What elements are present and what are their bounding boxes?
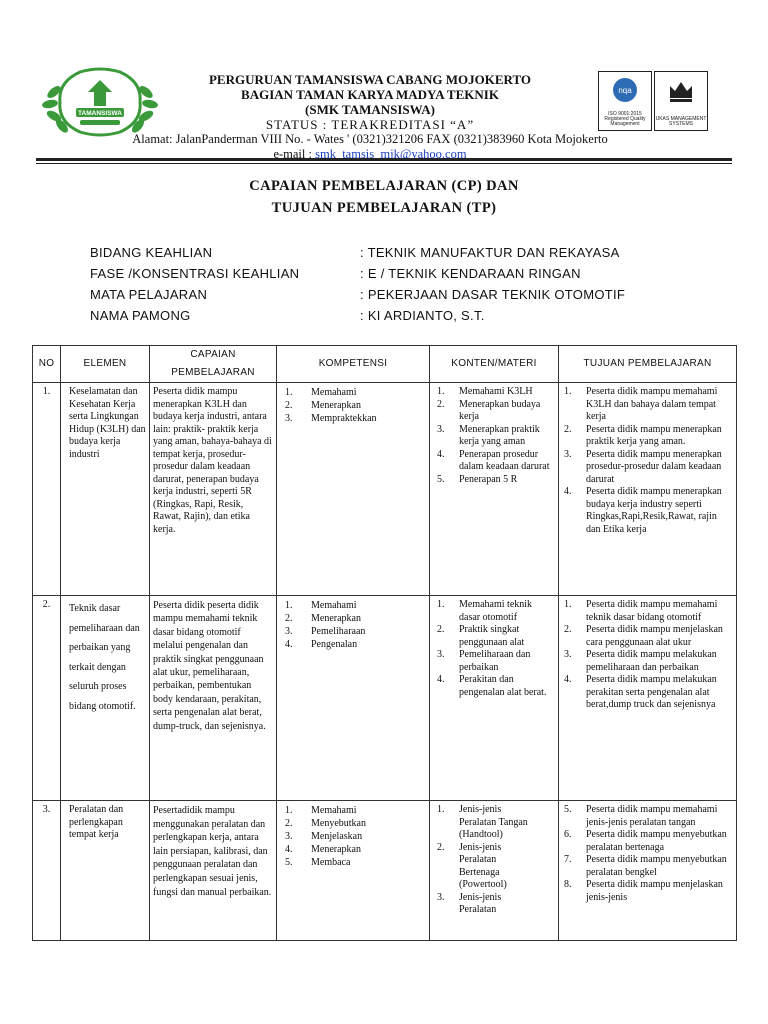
item-text: Penerapan 5 R bbox=[459, 473, 518, 485]
info-label: MATA PELAJARAN bbox=[90, 287, 208, 302]
cell-elemen: Keselamatan dan Kesehatan Kerja serta Lingkungan Hidup (K3LH) dan budaya kerja industri bbox=[61, 383, 150, 596]
col-header-kompetensi: KOMPETENSI bbox=[277, 346, 430, 383]
item-text: Jenis-jenis Peralatan bbox=[459, 891, 502, 915]
accreditation-status: STATUS : TERAKREDITASI “A” bbox=[265, 117, 475, 132]
list-item bbox=[285, 804, 426, 817]
info-label: NAMA PAMONG bbox=[90, 308, 191, 323]
info-row bbox=[90, 284, 690, 305]
col-header-elemen: ELEMEN bbox=[61, 346, 150, 383]
list-item bbox=[564, 674, 733, 712]
item-text: Peserta didik mampu menerapkan praktik kerja yang aman. bbox=[586, 423, 722, 447]
info-row bbox=[90, 263, 690, 284]
item-number: 4. bbox=[437, 674, 445, 685]
item-number: 3. bbox=[437, 423, 445, 435]
item-text: Jenis-jenis Peralatan Bertenaga (Powertool) bbox=[459, 841, 507, 890]
email-link[interactable]: smk_tamsis_mjk@yahoo.com bbox=[315, 147, 467, 161]
item-number: 2. bbox=[285, 400, 293, 411]
cell-no: 2. bbox=[33, 596, 61, 801]
list-item bbox=[564, 424, 733, 449]
cell-no: 3. bbox=[33, 801, 61, 941]
item-number: 5. bbox=[437, 473, 445, 485]
list-item bbox=[285, 638, 426, 651]
list-item bbox=[564, 649, 733, 674]
info-value: : TEKNIK MANUFAKTUR DAN REKAYASA bbox=[360, 245, 620, 260]
item-number: 5. bbox=[564, 804, 572, 815]
item-number: 4. bbox=[285, 639, 293, 650]
list-item bbox=[285, 399, 426, 412]
item-text: Peserta didik mampu melakukan pemeliharaan dan perbaikan bbox=[586, 649, 717, 673]
logo-lettering: TAMANSISWA bbox=[78, 110, 122, 117]
col-header-konten: KONTEN/MATERI bbox=[430, 346, 559, 383]
item-text: Pengenalan bbox=[311, 639, 358, 650]
list-item bbox=[285, 843, 426, 856]
col-header-capaian-text: CAPAIAN PEMBELAJARAN bbox=[171, 349, 255, 378]
list-item bbox=[437, 804, 555, 842]
cell-tujuan bbox=[559, 596, 737, 801]
table-header-row bbox=[33, 346, 737, 383]
item-text: Peserta didik mampu menyebutkan peralatan bertenaga bbox=[586, 829, 727, 853]
ukas-certification-badge bbox=[654, 71, 708, 131]
list-item bbox=[285, 817, 426, 830]
info-row bbox=[90, 305, 690, 326]
table-row bbox=[33, 596, 737, 801]
item-number: 3. bbox=[437, 649, 445, 660]
cell-konten bbox=[430, 383, 559, 596]
info-value: : PEKERJAAN DASAR TEKNIK OTOMOTIF bbox=[360, 287, 626, 302]
item-number: 2. bbox=[285, 818, 293, 829]
item-number: 1. bbox=[285, 805, 293, 816]
item-text: Pemeliharaan bbox=[311, 626, 366, 637]
item-number: 4. bbox=[437, 448, 445, 460]
item-text: Peserta didik mampu melakukan perakitan serta pengenalan alat berat,dump truck dan sejenisnya bbox=[586, 674, 717, 710]
item-number: 1. bbox=[564, 599, 572, 610]
item-text: Peserta didik mampu memahami teknik dasar bidang otomotif bbox=[586, 599, 718, 623]
cell-capaian: Peserta didik peserta didik mampu memahami teknik dasar bidang otomotif melalui pengenalan dan praktik singkat penggunaan alat ukur, pemeliharaan, perbaikan, pembentukan body kendaraan, perakitan, serta pengenalan alat berat, dump-truck, dan sejenisnya. bbox=[150, 596, 277, 801]
list-item bbox=[564, 804, 733, 829]
item-number: 4. bbox=[564, 486, 572, 497]
cell-no: 1. bbox=[33, 383, 61, 596]
list-item bbox=[437, 599, 555, 624]
cp-tp-table bbox=[32, 345, 737, 941]
item-number: 4. bbox=[285, 844, 293, 855]
info-label: BIDANG KEAHLIAN bbox=[90, 245, 213, 260]
item-text: Menerapkan budaya kerja bbox=[459, 398, 541, 422]
school-name: (SMK TAMANSISWA) bbox=[305, 102, 435, 117]
item-number: 1. bbox=[437, 599, 445, 610]
item-number: 2. bbox=[437, 398, 445, 410]
list-item bbox=[437, 424, 555, 449]
nqa-globe-icon bbox=[599, 72, 651, 112]
item-number: 1. bbox=[437, 386, 445, 397]
info-row bbox=[90, 242, 690, 263]
nqa-mark: nqa bbox=[618, 86, 632, 95]
org-division: BAGIAN TAMAN KARYA MADYA TEKNIK bbox=[241, 87, 499, 102]
item-number: 1. bbox=[564, 386, 572, 397]
item-text: Menerapkan praktik kerja yang aman bbox=[459, 423, 540, 447]
certification-logos bbox=[598, 71, 708, 131]
list-item bbox=[564, 829, 733, 854]
item-text: Memahami bbox=[311, 600, 357, 611]
item-text: Peserta didik mampu memahami K3LH dan bahaya dalam tempat kerja bbox=[586, 386, 718, 422]
list-item bbox=[564, 624, 733, 649]
item-text: Peserta didik mampu menerapkan prosedur-prosedur dalam keadaan darurat bbox=[586, 448, 722, 485]
item-text: Membaca bbox=[311, 857, 351, 868]
item-text: Menerapkan bbox=[311, 613, 361, 624]
cell-kompetensi bbox=[277, 801, 430, 941]
iso-certification-badge bbox=[598, 71, 652, 131]
table-row bbox=[33, 801, 737, 941]
list-item bbox=[285, 412, 426, 425]
item-text: Peserta didik mampu memahami jenis-jenis peralatan tangan bbox=[586, 804, 718, 828]
cell-konten bbox=[430, 596, 559, 801]
cell-kompetensi bbox=[277, 383, 430, 596]
item-text: Menerapkan bbox=[311, 400, 361, 411]
item-text: Memahami bbox=[311, 805, 357, 816]
info-label: FASE /KONSENTRASI KEAHLIAN bbox=[90, 266, 300, 281]
school-address: Alamat: JalanPanderman VIII No. - Wates ' (0321)321206 FAX (0321)383960 Kota Mojokerto bbox=[132, 132, 608, 146]
org-name: PERGURUAN TAMANSISWA CABANG MOJOKERTO bbox=[208, 72, 532, 87]
item-text: Memahami K3LH bbox=[459, 386, 533, 397]
list-item bbox=[437, 649, 555, 674]
list-item bbox=[437, 892, 555, 917]
item-text: Peserta didik mampu menyebutkan peralatan bengkel bbox=[586, 854, 727, 878]
item-text: Menjelaskan bbox=[311, 831, 363, 842]
item-number: 2. bbox=[564, 423, 572, 435]
document-title-line1: CAPAIAN PEMBELAJARAN (CP) DAN bbox=[249, 178, 519, 194]
item-number: 3. bbox=[564, 448, 572, 460]
item-number: 6. bbox=[564, 829, 572, 840]
list-item bbox=[564, 386, 733, 424]
item-text: Memahami bbox=[311, 387, 357, 398]
item-number: 2. bbox=[437, 841, 445, 853]
item-text: Perakitan dan pengenalan alat berat. bbox=[459, 674, 547, 698]
item-number: 3. bbox=[285, 626, 293, 637]
item-text: Memahami teknik dasar otomotif bbox=[459, 599, 533, 623]
item-text: Menyebutkan bbox=[311, 818, 366, 829]
item-number: 3. bbox=[285, 413, 293, 424]
item-number: 1. bbox=[285, 600, 293, 611]
col-header-capaian bbox=[150, 346, 277, 383]
item-text: Peserta didik mampu menerapkan budaya kerja industry seperti Ringkas,Rapi,Resik,Rawat, rajin dan Etika kerja bbox=[586, 486, 722, 535]
item-number: 5. bbox=[285, 857, 293, 868]
item-number: 2. bbox=[564, 624, 572, 635]
item-number: 2. bbox=[437, 624, 445, 635]
item-text: Praktik singkat penggunaan alat bbox=[459, 624, 525, 648]
list-item bbox=[564, 449, 733, 487]
col-header-no: NO bbox=[33, 346, 61, 383]
list-item bbox=[285, 625, 426, 638]
item-number: 3. bbox=[564, 649, 572, 660]
list-item bbox=[437, 474, 555, 487]
header-rule-thick bbox=[36, 158, 732, 161]
email-label: e-mail : bbox=[273, 147, 316, 161]
cell-elemen: Teknik dasar pemeliharaan dan perbaikan yang terkait dengan seluruh proses bidang otomotif. bbox=[61, 596, 150, 801]
info-value: : E / TEKNIK KENDARAAN RINGAN bbox=[360, 266, 581, 281]
list-item bbox=[285, 599, 426, 612]
list-item bbox=[285, 856, 426, 869]
item-number: 1. bbox=[285, 387, 293, 398]
table-row bbox=[33, 383, 737, 596]
ukas-caption: UKAS MANAGEMENT SYSTEMS bbox=[655, 116, 707, 127]
document-title-line2: TUJUAN PEMBELAJARAN (TP) bbox=[271, 200, 497, 216]
info-value: : KI ARDIANTO, S.T. bbox=[360, 308, 485, 323]
item-text: Peserta didik mampu menjelaskan cara penggunaan alat ukur bbox=[586, 624, 723, 648]
item-text: Jenis-jenis Peralatan Tangan (Handtool) bbox=[459, 804, 528, 840]
item-text: Mempraktekkan bbox=[311, 413, 377, 424]
item-text: Pemeliharaan dan perbaikan bbox=[459, 649, 531, 673]
item-number: 3. bbox=[437, 891, 445, 903]
item-text: Peserta didik mampu menjelaskan jenis-jenis bbox=[586, 879, 723, 903]
item-text: Penerapan prosedur dalam keadaan darurat bbox=[459, 448, 550, 472]
list-item bbox=[564, 599, 733, 624]
cell-tujuan bbox=[559, 801, 737, 941]
list-item bbox=[285, 612, 426, 625]
cell-konten bbox=[430, 801, 559, 941]
iso-caption: ISO 9001:2015 Registered Quality Management bbox=[604, 111, 646, 127]
item-number: 1. bbox=[437, 804, 445, 815]
item-number: 8. bbox=[564, 879, 572, 890]
cell-kompetensi bbox=[277, 596, 430, 801]
list-item bbox=[437, 842, 555, 892]
list-item bbox=[437, 399, 555, 424]
col-header-tujuan: TUJUAN PEMBELAJARAN bbox=[559, 346, 737, 383]
cell-elemen: Peralatan dan perlengkapan tempat kerja bbox=[61, 801, 150, 941]
list-item bbox=[564, 854, 733, 879]
document-info bbox=[90, 242, 690, 326]
list-item bbox=[285, 386, 426, 399]
list-item bbox=[564, 879, 733, 904]
item-number: 3. bbox=[285, 831, 293, 842]
header-rule-thin bbox=[36, 163, 732, 164]
list-item bbox=[437, 449, 555, 474]
list-item bbox=[437, 386, 555, 399]
cell-tujuan bbox=[559, 383, 737, 596]
list-item bbox=[285, 830, 426, 843]
item-number: 4. bbox=[564, 674, 572, 685]
list-item bbox=[437, 624, 555, 649]
item-number: 7. bbox=[564, 854, 572, 865]
cell-capaian: Pesertadidik mampu menggunakan peralatan dan perlengkapan kerja, antara lain persiapan, kalibrasi, dan penggunaan peralatan dan perlengkapan sesuai jenis, fungsi dan manual perbaikan. bbox=[150, 801, 277, 941]
cell-capaian: Peserta didik mampu menerapkan K3LH dan budaya kerja industri, antara lain: praktik- praktik kerja yang aman, bahaya-bahaya di tempat kerja, prosedur-prosedur dalam keadaan darurat, penerapan budaya kerja industri, seperti 5R (Ringkas, Rapi, Resik, Rawat, Rajin), dan etika kerja. bbox=[150, 383, 277, 596]
crown-icon bbox=[655, 72, 707, 112]
list-item bbox=[564, 486, 733, 536]
item-text: Menerapkan bbox=[311, 844, 361, 855]
letterhead bbox=[130, 72, 610, 161]
list-item bbox=[437, 674, 555, 699]
item-number: 2. bbox=[285, 613, 293, 624]
